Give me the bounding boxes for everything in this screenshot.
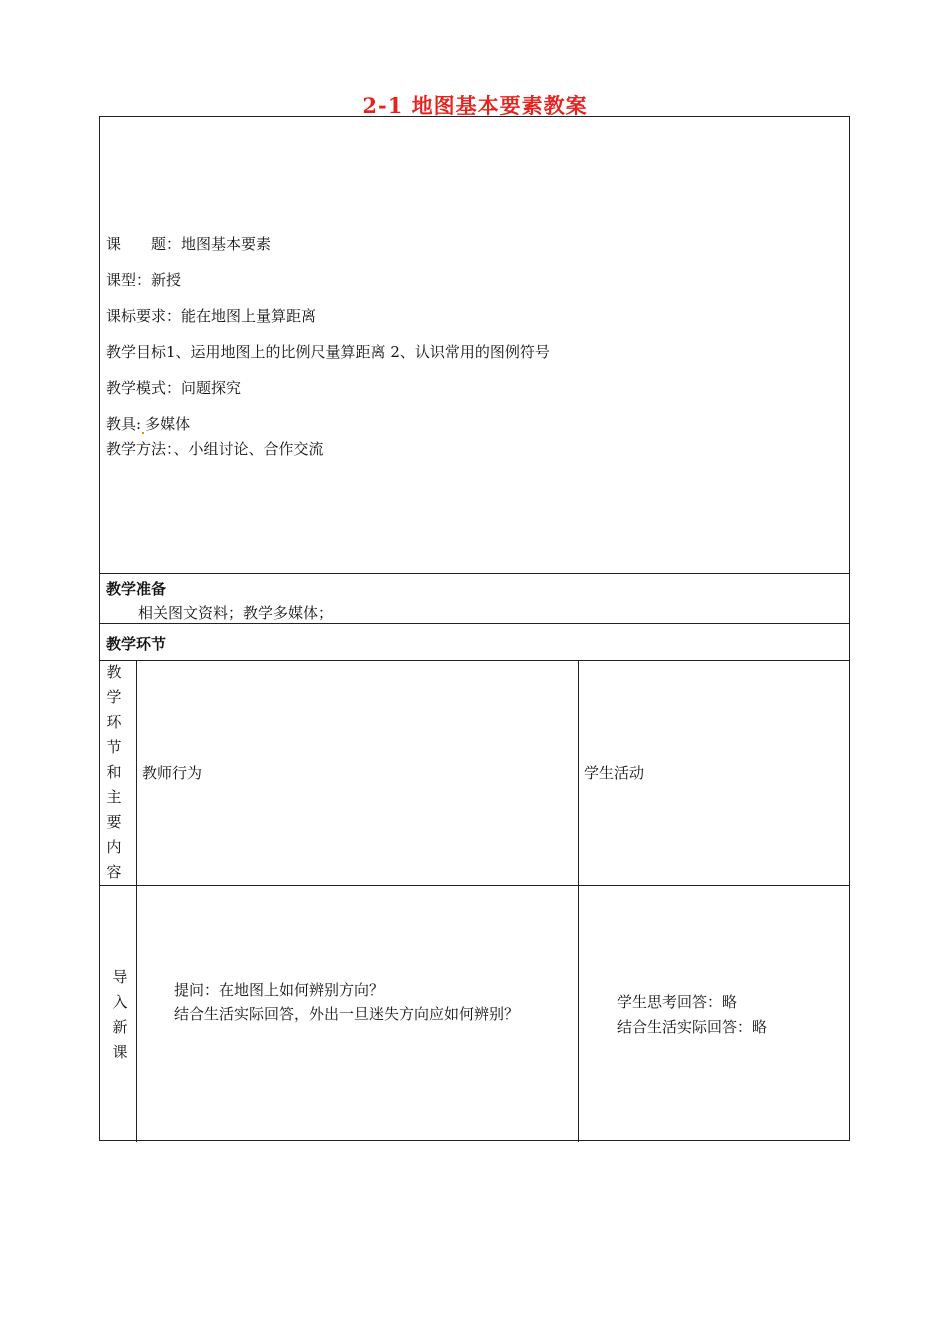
info-tools <box>106 413 190 434</box>
method-value: 、小组讨论、合作交流 <box>173 440 324 458</box>
tools-label: 教具: <box>106 415 142 433</box>
column-divider-1 <box>136 660 137 1142</box>
divider-prep <box>100 623 849 624</box>
prep-body: 相关图文资料；教学多媒体； <box>138 604 334 622</box>
divider-stage <box>100 660 849 661</box>
info-mode <box>106 377 241 398</box>
column-divider-2 <box>578 660 579 1142</box>
yellow-dot-mark <box>142 432 144 434</box>
type-label: 课型： <box>106 271 152 289</box>
mode-label: 教学模式： <box>106 379 182 397</box>
info-goal <box>106 341 550 362</box>
lesson-plan-table <box>99 116 850 1141</box>
divider-info <box>100 573 849 574</box>
student-line-1: 学生思考回答：略 <box>617 993 738 1011</box>
goal-label: 教学目标 <box>106 343 167 361</box>
goal-value: 1、运用地图上的比例尺量算距离 2、认识常用的图例符号 <box>166 343 550 361</box>
teacher-line-1: 提问：在地图上如何辨别方向？ <box>174 981 385 999</box>
tools-value: 多媒体 <box>145 415 191 433</box>
col2-header: 教师行为 <box>142 764 203 782</box>
standard-value: 能在地图上量算距离 <box>181 307 317 325</box>
page-title: 2-1 地图基本要素教案 <box>362 93 588 118</box>
col1-header: 教 学 环 节 和 主 要 内 容 <box>106 663 122 881</box>
method-label: 教学方法： <box>106 440 174 458</box>
stage-heading: 教学环节 <box>106 635 167 653</box>
mode-value: 问题探究 <box>181 379 242 397</box>
student-line-2: 结合生活实际回答：略 <box>617 1018 768 1036</box>
divider-header-row <box>100 885 849 886</box>
topic-value: 地图基本要素 <box>181 235 272 253</box>
info-type <box>106 269 181 290</box>
prep-heading: 教学准备 <box>106 580 167 598</box>
row1-label: 导 入 新 课 <box>112 968 128 1061</box>
info-topic <box>106 233 271 254</box>
type-value: 新授 <box>151 271 182 289</box>
col3-header: 学生活动 <box>584 764 645 782</box>
info-standard <box>106 305 316 326</box>
info-method <box>106 438 324 459</box>
teacher-line-2: 结合生活实际回答，外出一旦迷失方向应如何辨别？ <box>174 1005 520 1023</box>
topic-label: 课 题： <box>106 235 182 253</box>
standard-label: 课标要求： <box>106 307 182 325</box>
